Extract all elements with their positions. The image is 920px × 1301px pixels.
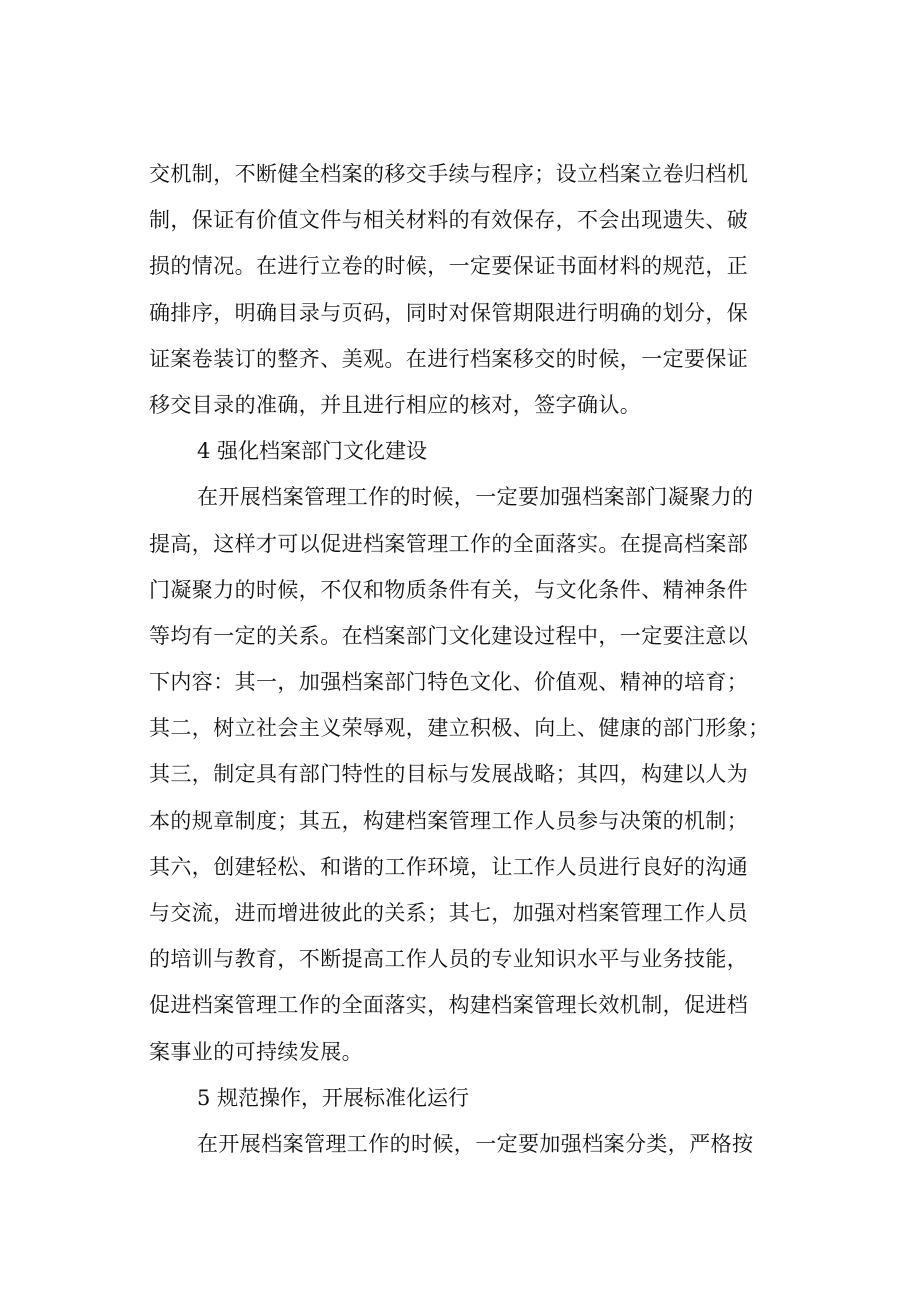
text-line: 制，保证有价值文件与相关材料的有效保存，不会出现遗失、破 — [149, 208, 749, 233]
text-line: 的培训与教育，不断提高工作人员的专业知识水平与业务技能， — [149, 947, 749, 972]
text-line: 等均有一定的关系。在档案部门文化建设过程中，一定要注意以 — [149, 623, 749, 648]
text-line: 其三，制定具有部门特性的目标与发展战略；其四，构建以人为 — [149, 762, 749, 787]
text-line: 下内容：其一，加强档案部门特色文化、价值观、精神的培育； — [149, 670, 749, 695]
document-body — [149, 151, 809, 1167]
text-line: 确排序，明确目录与页码，同时对保管期限进行明确的划分，保 — [149, 300, 749, 325]
text-line: 损的情况。在进行立卷的时候，一定要保证书面材料的规范，正 — [149, 254, 749, 279]
text-line: 本的规章制度；其五，构建档案管理工作人员参与决策的机制； — [149, 808, 749, 833]
text-line: 门凝聚力的时候，不仅和物质条件有关，与文化条件、精神条件 — [149, 577, 749, 602]
text-line: 其二，树立社会主义荣辱观，建立积极、向上、健康的部门形象； — [149, 716, 770, 741]
text-line: 案事业的可持续发展。 — [149, 1039, 363, 1064]
text-line: 在开展档案管理工作的时候，一定要加强档案分类，严格按 — [197, 1131, 754, 1156]
text-line: 交机制，不断健全档案的移交手续与程序；设立档案立卷归档机 — [149, 162, 749, 186]
text-line: 与交流，进而增进彼此的关系；其七，加强对档案管理工作人员 — [149, 901, 749, 925]
text-line: 证案卷装订的整齐、美观。在进行档案移交的时候，一定要保证 — [149, 346, 749, 371]
text-line: 促进档案管理工作的全面落实，构建档案管理长效机制，促进档 — [149, 993, 749, 1018]
text-line: 提高，这样才可以促进档案管理工作的全面落实。在提高档案部 — [149, 531, 749, 556]
text-line: 在开展档案管理工作的时候，一定要加强档案部门凝聚力的 — [197, 485, 754, 510]
section-heading-5: 5 规范操作，开展标准化运行 — [197, 1085, 470, 1110]
text-line: 移交目录的准确，并且进行相应的核对，签字确认。 — [149, 392, 642, 417]
section-heading-4: 4 强化档案部门文化建设 — [197, 439, 428, 464]
text-line: 其六，创建轻松、和谐的工作环境，让工作人员进行良好的沟通 — [149, 854, 749, 879]
